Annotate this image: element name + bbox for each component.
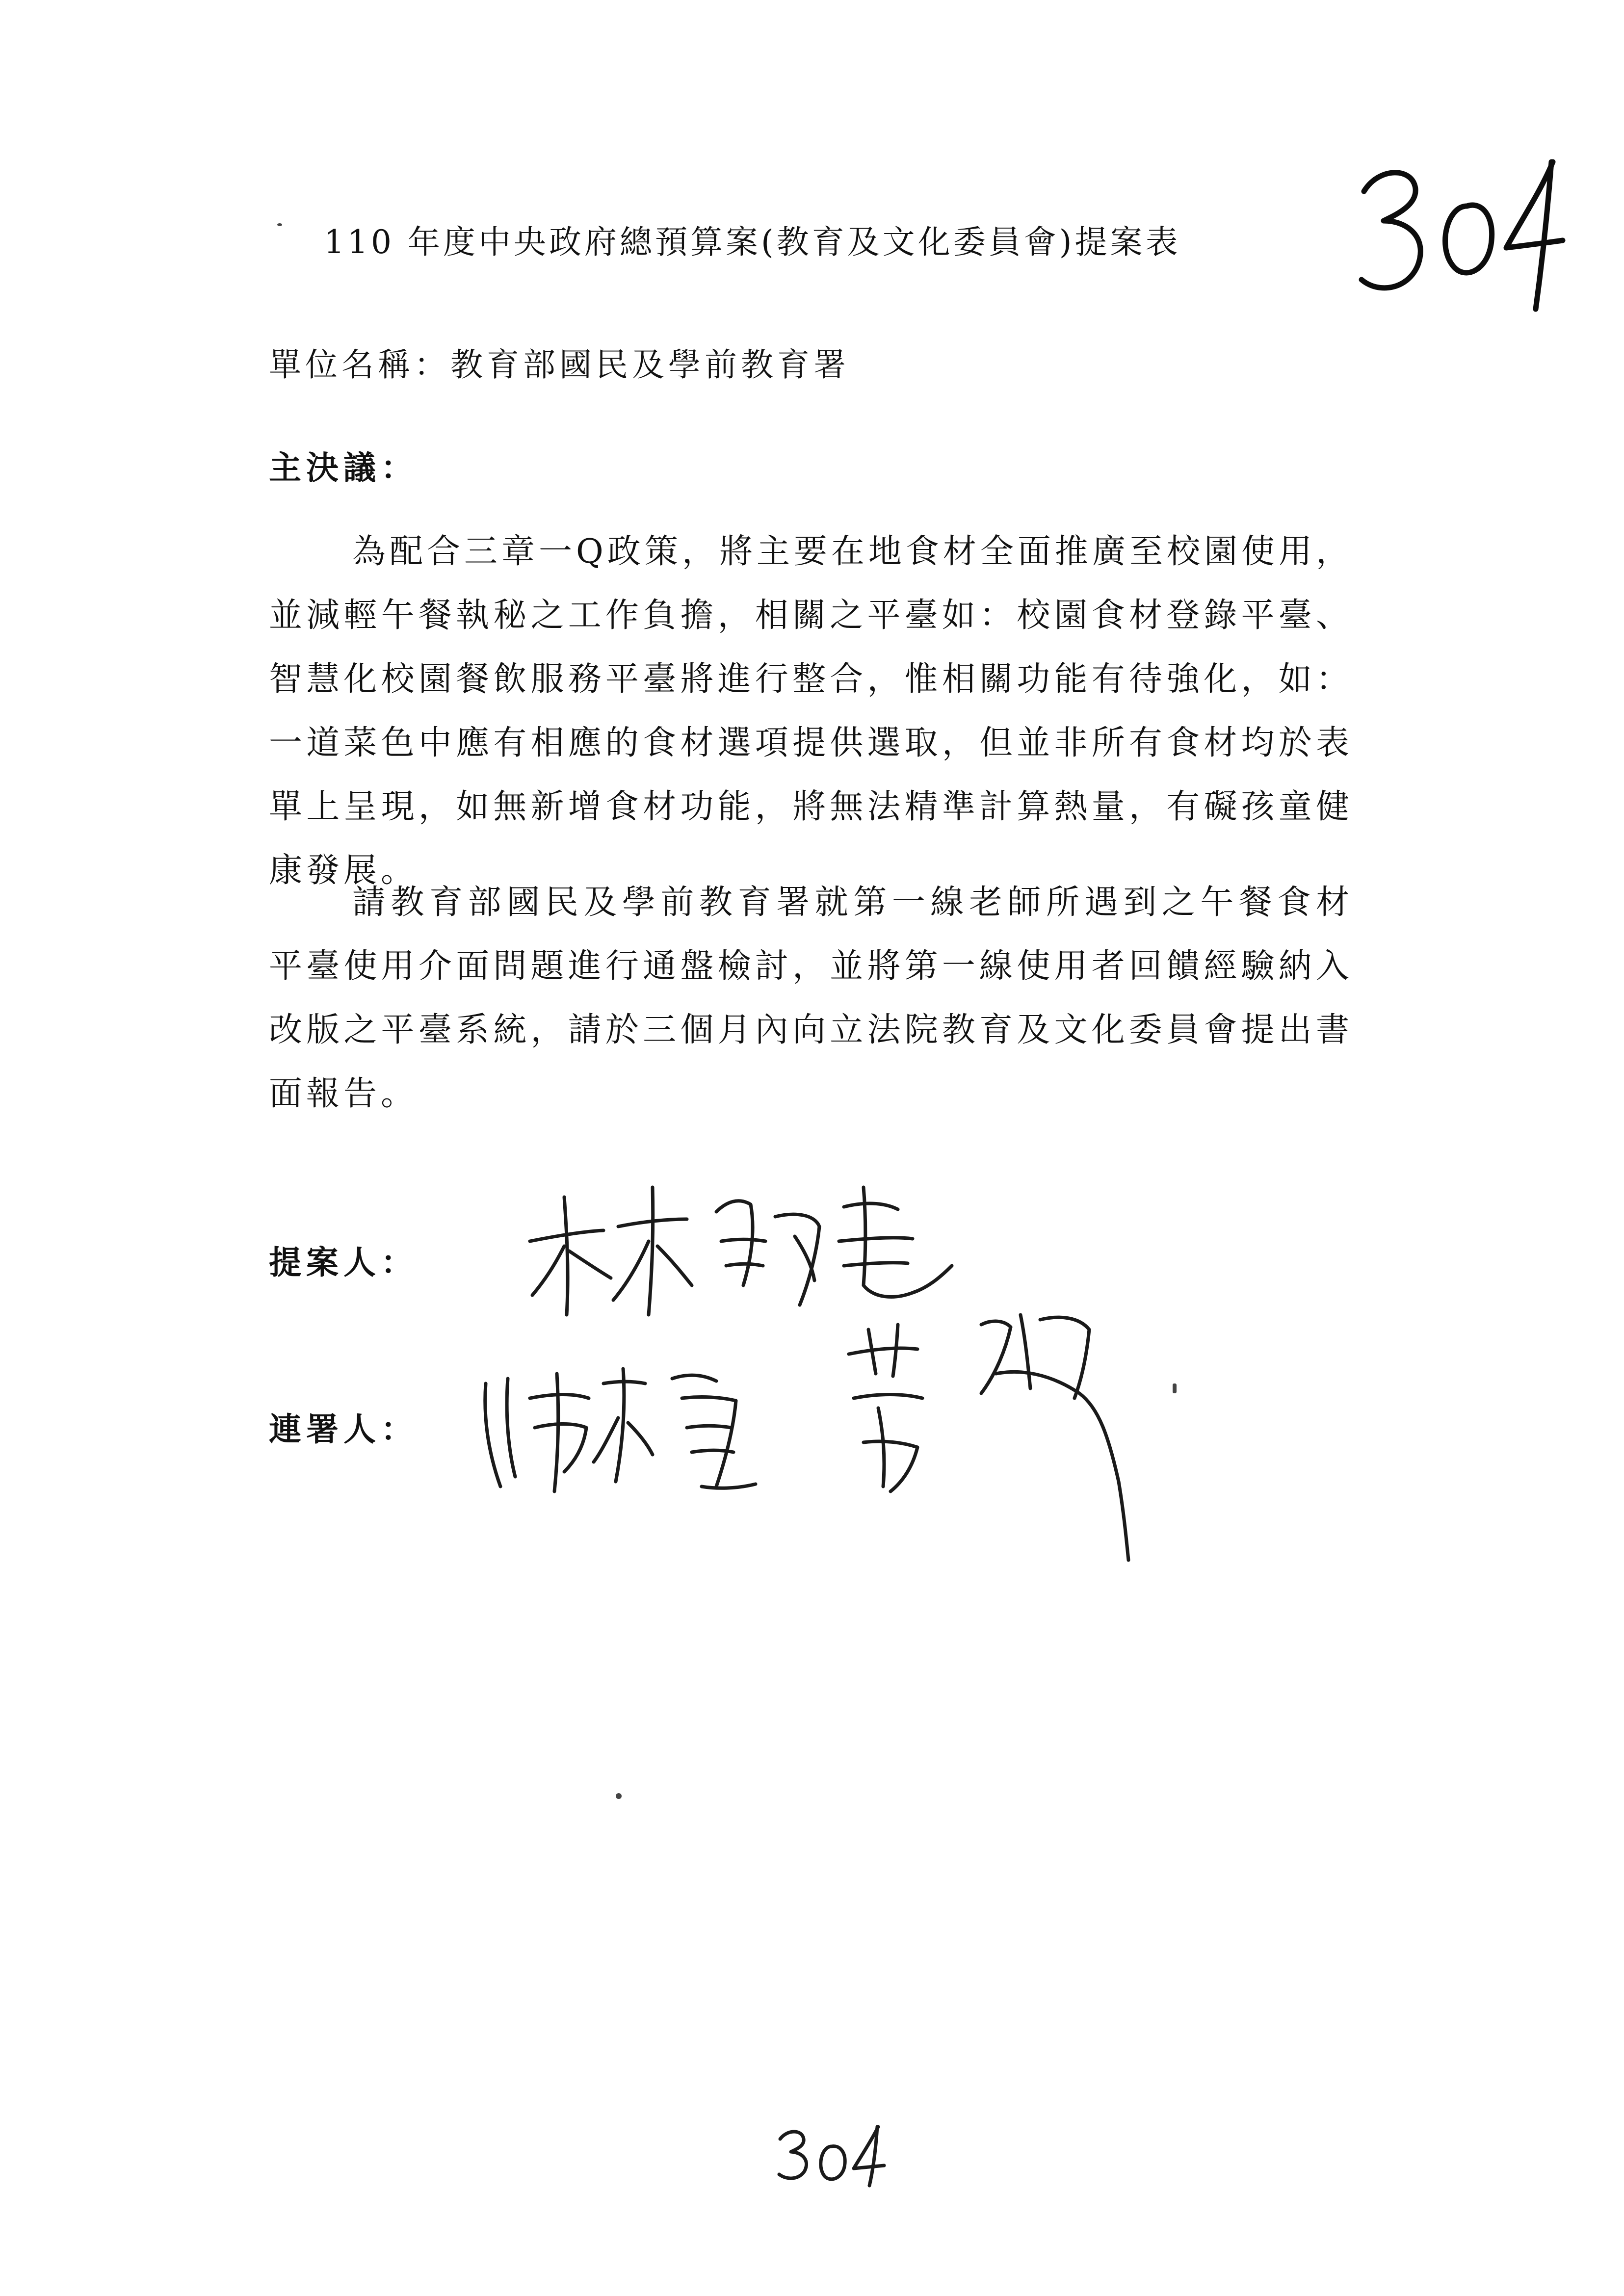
resolution-heading: 主決議： bbox=[269, 448, 418, 487]
handwritten-page-number-top bbox=[1359, 147, 1565, 324]
proposer-label: 提案人： bbox=[269, 1243, 418, 1281]
cosigner-label: 連署人： bbox=[269, 1410, 418, 1448]
scan-speck bbox=[277, 223, 282, 226]
scan-speck bbox=[616, 1793, 622, 1799]
scan-speck bbox=[1173, 1383, 1177, 1393]
handwritten-page-number-bottom bbox=[775, 2119, 888, 2188]
resolution-paragraph-1: 為配合三章一Q政策，將主要在地食材全面推廣至校園使用，並減輕午餐執秘之工作負擔，相關之平臺如：校園食材登錄平臺、智慧化校園餐飲服務平臺將進行整合，惟相關功能有待強化，如：一道菜色中應有相應的食材選項提供選取，但並非所有食材均於表單上呈現，如無新增食材功能，將無法精準計算熱量，有礙孩童健康發展。 bbox=[269, 532, 1353, 890]
document-title: 110 年度中央政府總預算案(教育及文化委員會)提案表 bbox=[324, 223, 1181, 261]
cosigner-signature-1 bbox=[471, 1354, 785, 1501]
resolution-paragraph-2: 請教育部國民及學前教育署就第一線老師所遇到之午餐食材平臺使用介面問題進行通盤檢討，並將第一線使用者回饋經驗納入改版之平臺系統，請於三個月內向立法院教育及文化委員會提出書面報告。 bbox=[269, 883, 1353, 1113]
cosigner-signature-2 bbox=[834, 1295, 1138, 1570]
unit-name-line: 單位名稱：教育部國民及學前教育署 bbox=[269, 346, 850, 384]
